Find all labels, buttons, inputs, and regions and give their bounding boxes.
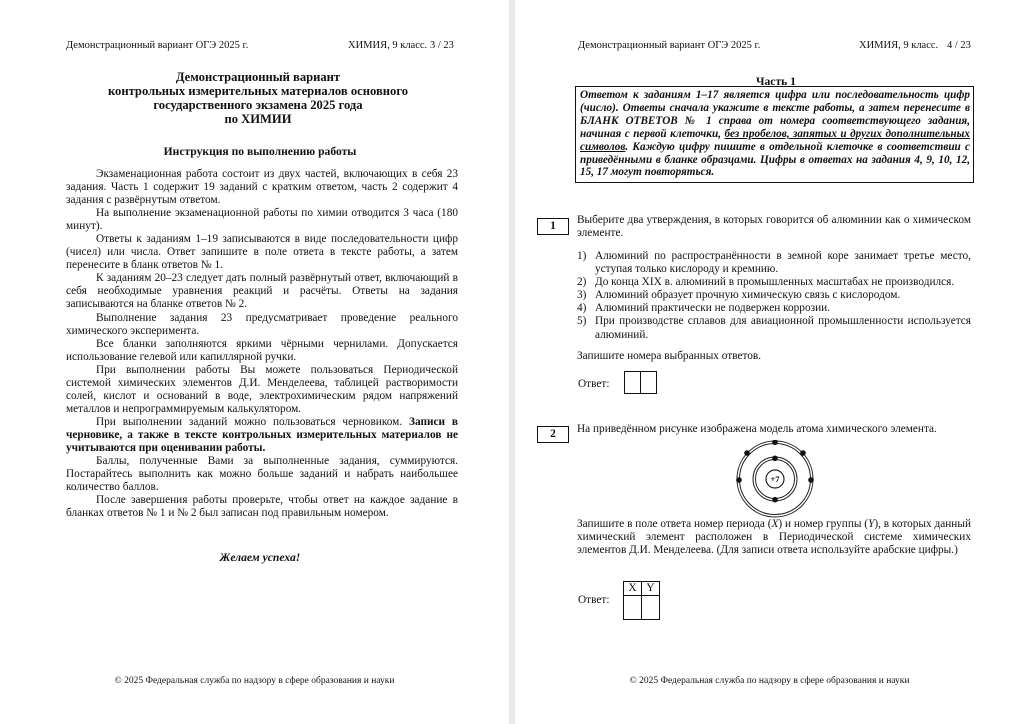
task2-text: Запишите в поле ответа номер периода ( (577, 518, 772, 530)
page-number: 3 / 23 (430, 40, 454, 51)
right-page (515, 0, 1024, 724)
option-number: 1) (577, 250, 587, 262)
option-text: При производстве сплавов для авиационной промышленности используется алюминий. (595, 315, 971, 341)
paragraph: К заданиям 20–23 следует дать полный развёрнутый ответ, включающий в себя необходимые уравнения реакций и расчёты. Ответы на задания записываются на бланке ответов № 2. (66, 272, 458, 311)
option-text: Алюминий практически не подвержен коррозии. (595, 302, 830, 315)
option-item (577, 315, 971, 341)
note-text: . Каждую цифру пишите в отдельной клеточке в соответствии с приведёнными в бланке образцами. Цифры в ответах на задания 4, 9, 10, 12, 15, 17 могут повторяться. (580, 140, 970, 179)
electron (744, 450, 750, 456)
paragraph: При выполнении работы Вы можете пользоваться Периодической системой химических элементов Д.И. Менделеева, таблицей растворимости солей, кислот и оснований в воде, электрохимическим рядом напряжений металлов и непрограммируемым калькулятором. (66, 363, 458, 415)
paragraph: После завершения работы проверьте, чтобы ответ на каждое задание в бланках ответов № 1 и № 2 был записан под правильным номером. (66, 494, 458, 520)
atom-model-diagram (735, 440, 815, 518)
note-underlined: без пробелов, запятых и других дополнительных символов (580, 127, 970, 153)
good-luck-text: Желаем успеха! (219, 551, 301, 564)
electron (800, 450, 806, 456)
task2-instruction (577, 518, 971, 557)
task-number-1: 1 (537, 218, 569, 235)
answer-instructions-box (575, 86, 974, 183)
option-item (577, 276, 971, 289)
paragraph: На выполнение экзаменационной работы по химии отводится 3 часа (180 минут). (66, 207, 458, 233)
option-number: 5) (577, 315, 587, 328)
paragraph-draft (66, 416, 458, 455)
footer: © 2025 Федеральная служба по надзору в сфере образования и науки (114, 676, 395, 686)
electron (772, 497, 778, 503)
option-number: 4) (577, 302, 587, 315)
answer-cell-y[interactable] (642, 596, 660, 620)
column-header-y: Y (642, 582, 660, 596)
option-item (577, 289, 971, 302)
footer: © 2025 Федеральная служба по надзору в сфере образования и науки (629, 676, 910, 686)
task1-answer-cells (625, 371, 657, 394)
task-number-2: 2 (537, 426, 569, 443)
task2-answer-label: Ответ: (578, 594, 610, 606)
option-item (577, 250, 971, 276)
note-text: Ответом к заданиям 1–17 является цифра или последовательность цифр (число). Ответы сначала укажите в тексте работы, а затем перенесите в БЛАНК ОТВЕТОВ № 1 справа от номера соответствующего задания, начиная с первой клеточки, (580, 89, 970, 140)
draft-plain: При выполнении заданий можно пользоваться черновиком. (96, 415, 410, 428)
electron (808, 477, 814, 483)
header-subject: ХИМИЯ, 9 класс. (859, 40, 939, 51)
task2-text: ) и номер группы ( (778, 518, 869, 530)
option-text: До конца XIX в. алюминий в промышленных масштабах не производился. (595, 276, 955, 289)
title-line: Демонстрационный вариант (175, 70, 341, 84)
task2-text: ), в которых данный химический элемент расположен в Периодической системе химических элементов Д.И. Менделеева. (Для записи ответа используйте арабские цифры.) (577, 518, 971, 557)
answer-cell-x[interactable] (624, 596, 642, 620)
title-line: контрольных измерительных материалов основного (107, 84, 409, 98)
answer-cell[interactable] (624, 371, 641, 394)
title-line: по ХИМИИ (224, 112, 292, 126)
paragraph: Все бланки заполняются яркими чёрными чернилами. Допускается использование гелевой или капиллярной ручки. (66, 337, 458, 363)
page-number: 4 / 23 (947, 40, 971, 51)
left-page (0, 0, 509, 724)
var-y: Y (868, 518, 875, 530)
header-exam-name: Демонстрационный вариант ОГЭ 2025 г. (66, 40, 249, 51)
option-item (577, 302, 971, 315)
electron (772, 440, 778, 445)
instruction-body (66, 168, 458, 520)
header-subject: ХИМИЯ, 9 класс. (348, 40, 428, 51)
option-number: 2) (577, 276, 587, 289)
nucleus-charge: +7 (770, 474, 780, 484)
task1-answer-label: Ответ: (578, 378, 610, 390)
answer-cell[interactable] (640, 371, 657, 394)
task1-instruction: Запишите номера выбранных ответов. (577, 350, 762, 362)
task2-question: На приведённом рисунке изображена модель атома химического элемента. (577, 423, 937, 435)
title-line: государственного экзамена 2025 года (153, 98, 363, 112)
task1-options (577, 250, 971, 342)
document-title (88, 70, 428, 126)
part-title: Часть 1 (756, 75, 796, 88)
draft-bold: Записи в черновике, а также в тексте контрольных измерительных материалов не учитываются при оценивании работы. (66, 415, 458, 454)
electron (736, 477, 742, 483)
column-header-x: X (624, 582, 642, 596)
option-text: Алюминий по распространённости в земной коре занимает третье место, уступая только кислороду и кремнию. (595, 250, 971, 276)
task1-question: Выберите два утверждения, в которых говорится об алюминии как о химическом элементе. (577, 214, 971, 240)
electron (772, 456, 778, 462)
option-text: Алюминий образует прочную химическую связь с кислородом. (595, 289, 901, 302)
paragraph: Выполнение задания 23 предусматривает проведение реального химического эксперимента. (66, 311, 458, 337)
paragraph: Ответы к заданиям 1–19 записываются в виде последовательности цифр (чисел) или числа. Ответ запишите в поле ответа в тексте работы, а затем перенесите в бланк ответов № 1. (66, 233, 458, 272)
option-number: 3) (577, 289, 587, 302)
paragraph: Баллы, полученные Вами за выполненные задания, суммируются. Постарайтесь выполнить как можно больше заданий и набрать наибольшее количество баллов. (66, 455, 458, 494)
header-exam-name: Демонстрационный вариант ОГЭ 2025 г. (578, 40, 761, 51)
task2-answer-table (623, 581, 660, 620)
paragraph: Экзаменационная работа состоит из двух частей, включающих в себя 23 задания. Часть 1 содержит 19 заданий с кратким ответом, часть 2 содержит 4 задания с развёрнутым ответом. (66, 168, 458, 207)
var-x: X (771, 518, 779, 530)
instruction-title: Инструкция по выполнению работы (163, 145, 357, 158)
